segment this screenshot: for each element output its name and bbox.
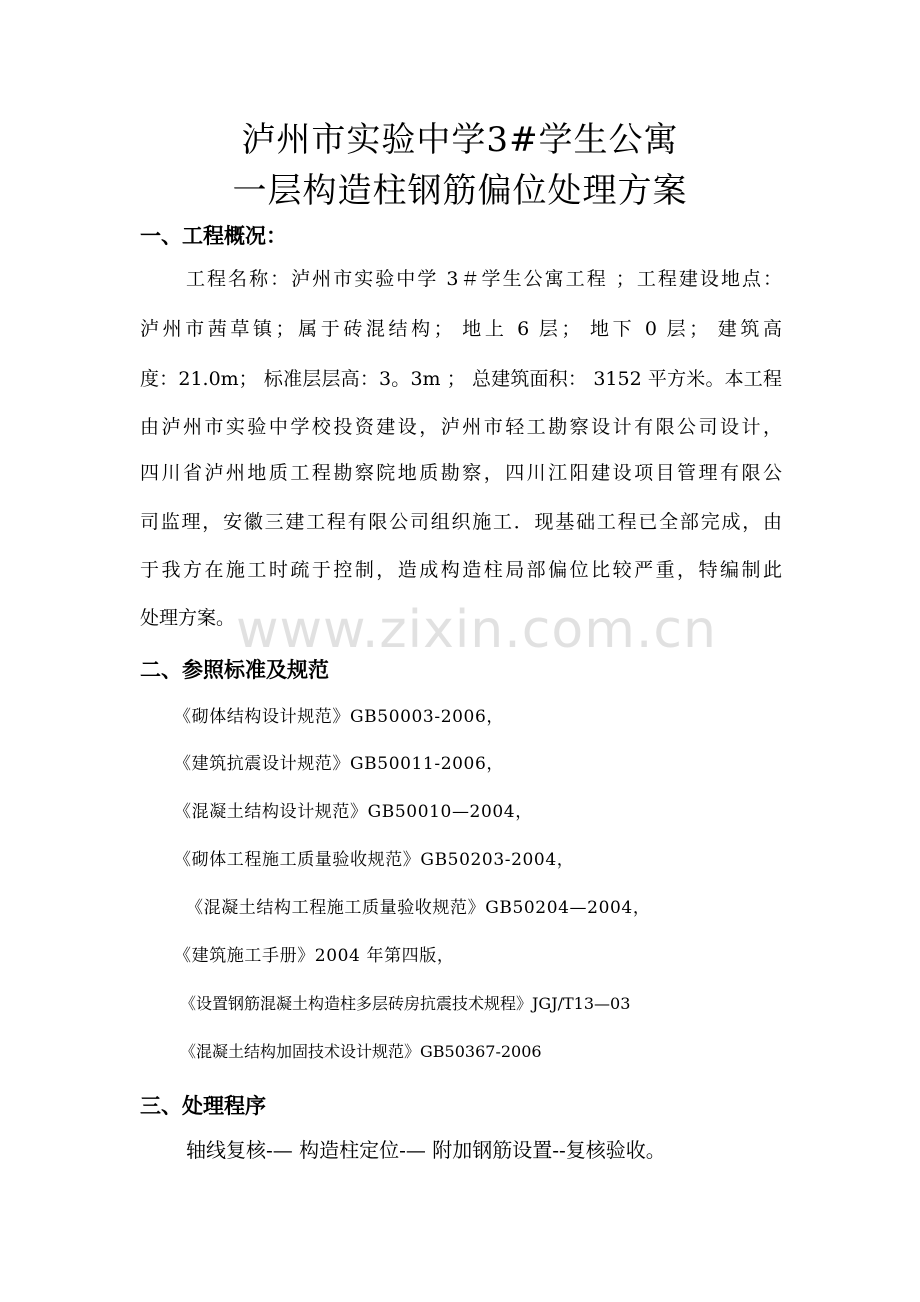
- reference-item: 《混凝土结构设计规范》GB50010—2004，: [174, 802, 533, 822]
- document-title-line1: 泸州市实验中学3#学生公寓: [241, 120, 679, 160]
- reference-item: 《混凝土结构加固技术设计规范》GB50367-2006: [180, 1042, 542, 1061]
- overview-line-2: 泸州市茜草镇；属于砖混结构； 地上 6 层； 地下 0 层； 建筑高: [140, 318, 782, 340]
- reference-item: 《砌体工程施工质量验收规范》GB50203-2004，: [174, 850, 575, 870]
- overview-line-7: 于我方在施工时疏于控制，造成构造柱局部偏位比较严重，特编制此: [140, 559, 782, 581]
- reference-item: 《建筑施工手册》2004 年第四版，: [174, 946, 455, 966]
- section-heading-procedure: 三、处理程序: [140, 1094, 266, 1118]
- reference-item: 《混凝土结构工程施工质量验收规范》GB50204—2004，: [186, 898, 651, 918]
- document-title-line2: 一层构造柱钢筋偏位处理方案: [232, 171, 688, 211]
- overview-line-4: 由泸州市实验中学校投资建设，泸州市轻工勘察设计有限公司设计，: [140, 416, 782, 438]
- overview-line-6: 司监理，安徽三建工程有限公司组织施工．现基础工程已全部完成，由: [140, 511, 782, 533]
- overview-line-8: 处理方案。: [140, 607, 236, 629]
- section-heading-references: 二、参照标准及规范: [140, 658, 329, 682]
- reference-item: 《砌体结构设计规范》GB50003-2006，: [174, 707, 504, 727]
- reference-item: 《建筑抗震设计规范》GB50011-2006，: [174, 754, 504, 774]
- overview-line-3: 度：21.0m； 标准层层高：3。3m ； 总建筑面积： 3152 平方米。本工程: [140, 368, 782, 390]
- overview-line-1: 工程名称：泸州市实验中学 3＃学生公寓工程 ；工程建设地点：: [186, 268, 782, 290]
- procedure-text: 轴线复核-— 构造柱定位-— 附加钢筋设置--复核验收。: [186, 1138, 666, 1162]
- section-heading-overview: 一、工程概况：: [140, 224, 287, 248]
- overview-line-5: 四川省泸州地质工程勘察院地质勘察，四川江阳建设项目管理有限公: [140, 462, 782, 484]
- reference-item: 《设置钢筋混凝土构造柱多层砖房抗震技术规程》JGJ/T13—03: [180, 994, 631, 1013]
- watermark: www.zixin.com.cn: [236, 600, 717, 660]
